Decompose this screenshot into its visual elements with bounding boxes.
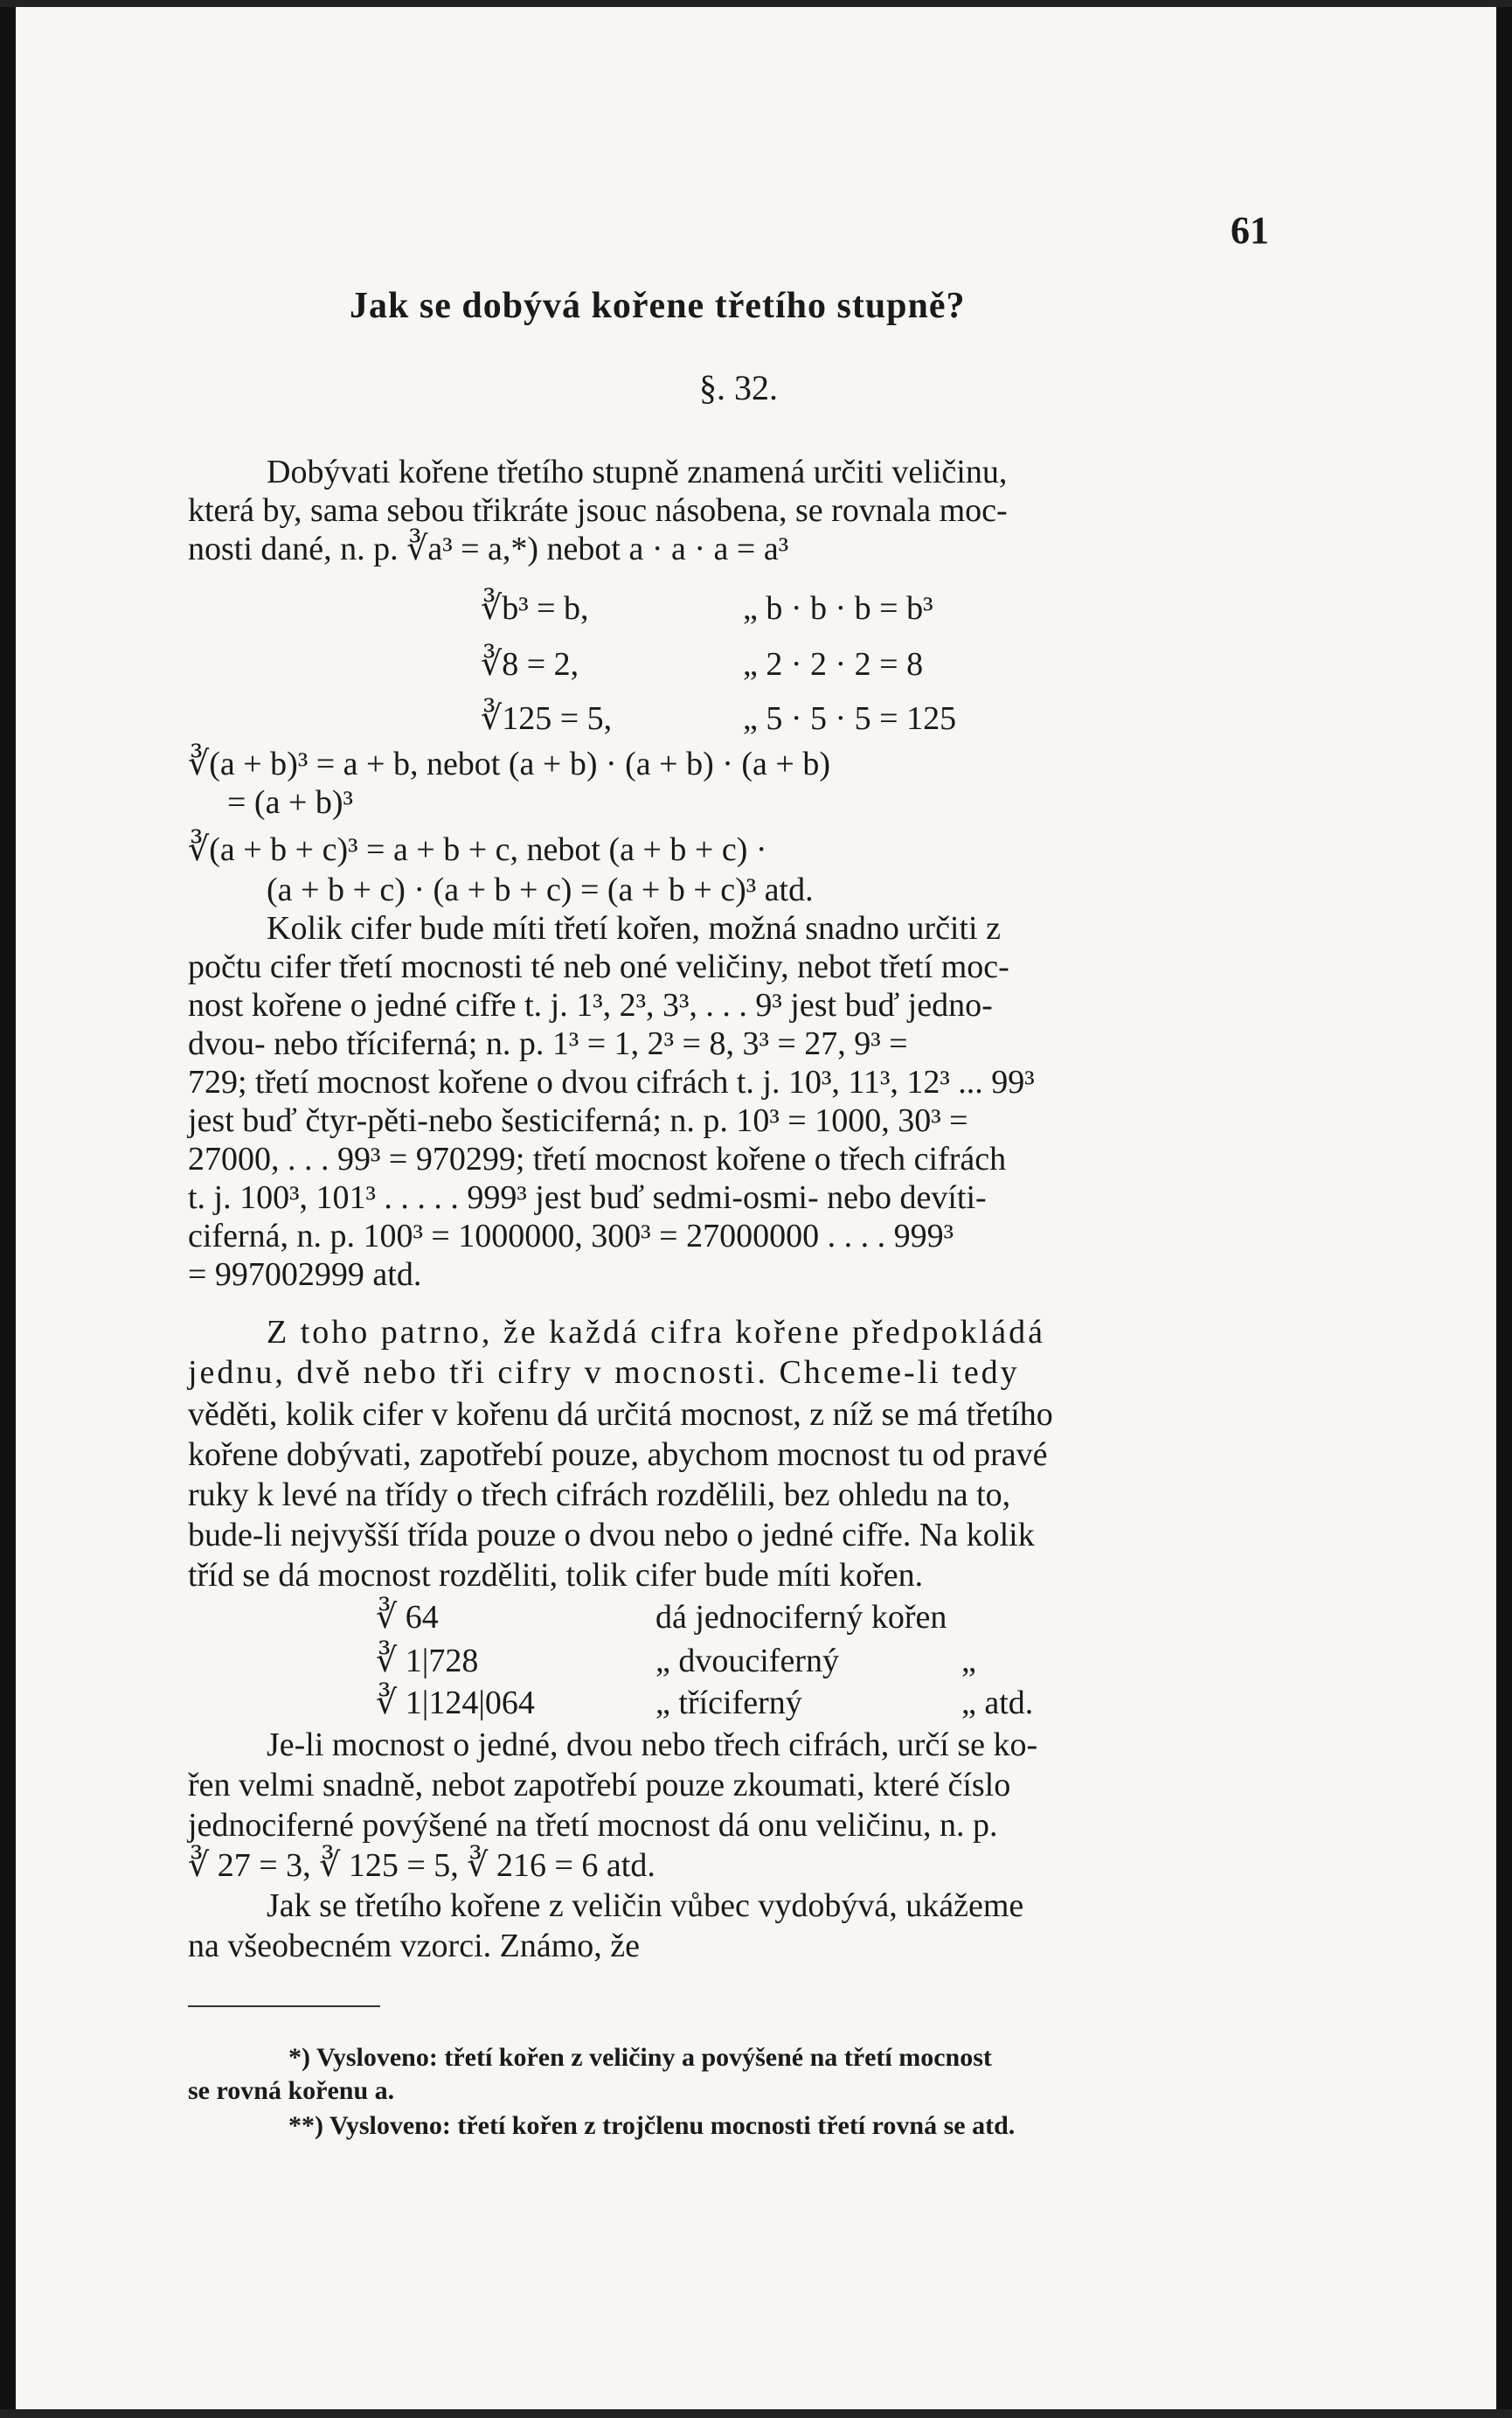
scan-border-right	[1496, 0, 1512, 2418]
formula: ∛125 = 5,	[481, 700, 613, 737]
formula: ∛b³ = b,	[481, 590, 589, 627]
text-line: 729; třetí mocnost kořene o dvou cifrách t. j. 10³, 11³, 12³ ... 99³	[188, 1064, 1035, 1101]
text-line: řen velmi snadně, nebot zapotřebí pouze zkoumati, které číslo	[188, 1767, 1011, 1803]
text-line: na všeobecném vzorci. Známo, že	[188, 1928, 640, 1964]
scan-border-left	[0, 0, 16, 2418]
formula: ∛(a + b + c)³ = a + b + c, nebot (a + b + c) ·	[188, 831, 767, 868]
text-line: Kolik cifer bude míti třetí kořen, možná snadno určiti z	[267, 910, 1001, 947]
scan-border-top	[0, 0, 1512, 7]
formula: = (a + b)³	[227, 784, 353, 821]
text-line: Dobývati kořene třetího stupně znamená určiti veličinu,	[267, 454, 1008, 490]
table-root: ∛ 64	[376, 1599, 439, 1636]
text-line: nosti dané, n. p. ∛a³ = a,*) nebot a · a · a = a³	[188, 531, 789, 567]
text-line: jednu, dvě nebo tři cifry v mocnosti. Chceme-li tedy	[188, 1354, 1020, 1391]
text-line: dvou- nebo tříciferná; n. p. 1³ = 1, 2³ = 8, 3³ = 27, 9³ =	[188, 1025, 908, 1062]
text-line: jest buď čtyr-pěti-nebo šesticiferná; n. p. 10³ = 1000, 30³ =	[188, 1102, 968, 1139]
text-line: Jak se třetího kořene z veličin vůbec vydobývá, ukážeme	[267, 1887, 1024, 1924]
table-desc: „ tříciferný	[655, 1685, 802, 1721]
table-desc: dá jednociferný kořen	[655, 1599, 947, 1636]
text-line: která by, sama sebou třikráte jsouc násobena, se rovnala moc-	[188, 492, 1008, 529]
text-line: ciferná, n. p. 100³ = 1000000, 300³ = 27000000 . . . . 999³	[188, 1218, 954, 1254]
formula: „ 5 · 5 · 5 = 125	[743, 700, 957, 737]
text-line: věděti, kolik cifer v kořenu dá určitá mocnost, z níž se má třetího	[188, 1396, 1053, 1433]
formula: ∛8 = 2,	[481, 646, 579, 683]
text-line: 27000, . . . 99³ = 970299; třetí mocnost kořene o třech cifrách	[188, 1141, 1007, 1178]
text-line: Je-li mocnost o jedné, dvou nebo třech cifrách, určí se ko-	[267, 1727, 1038, 1763]
page-heading: Jak se dobývá kořene třetího stupně?	[350, 286, 966, 326]
table-tail: „ atd.	[961, 1685, 1034, 1721]
table-root: ∛ 1|124|064	[376, 1685, 535, 1721]
table-desc: „ dvouciferný	[655, 1643, 839, 1679]
scan-border-bottom	[0, 2409, 1512, 2418]
footnote: **) Vysloveno: třetí kořen z trojčlenu mocnosti třetí rovná se atd.	[288, 2111, 1016, 2140]
formula: „ b · b · b = b³	[743, 590, 933, 627]
text-line: jednociferné povýšené na třetí mocnost dá onu veličinu, n. p.	[188, 1807, 998, 1844]
text-line: = 997002999 atd.	[188, 1256, 422, 1293]
text-line: tříd se dá mocnost rozděliti, tolik cifer bude míti kořen.	[188, 1557, 924, 1594]
formula: „ 2 · 2 · 2 = 8	[743, 646, 924, 683]
text-line: počtu cifer třetí mocnosti té neb oné veličiny, nebot třetí moc-	[188, 948, 1009, 985]
table-tail: „	[961, 1643, 976, 1679]
text-line: ruky k levé na třídy o třech cifrách rozdělili, bez ohledu na to,	[188, 1477, 1011, 1513]
text-line: t. j. 100³, 101³ . . . . . 999³ jest buď sedmi-osmi- nebo devíti-	[188, 1179, 987, 1216]
footnote: se rovná kořenu a.	[188, 2076, 395, 2105]
footnote: *) Vysloveno: třetí kořen z veličiny a povýšené na třetí mocnost	[288, 2043, 992, 2072]
section-number: §. 32.	[699, 368, 778, 407]
text-line: Z toho patrno, že každá cifra kořene předpokládá	[267, 1314, 1045, 1351]
text-line: nost kořene o jedné cifře t. j. 1³, 2³, 3³, . . . 9³ jest buď jedno-	[188, 987, 993, 1024]
formula: (a + b + c) · (a + b + c) = (a + b + c)³ atd.	[267, 872, 814, 908]
text-line: kořene dobývati, zapotřebí pouze, abychom mocnost tu od pravé	[188, 1436, 1048, 1473]
footnote-rule	[188, 2005, 380, 2007]
text-line: bude-li nejvyšší třída pouze o dvou nebo o jedné cifře. Na kolik	[188, 1517, 1035, 1553]
formula: ∛(a + b)³ = a + b, nebot (a + b) · (a + b) · (a + b)	[188, 746, 830, 782]
text-line: ∛ 27 = 3, ∛ 125 = 5, ∛ 216 = 6 atd.	[188, 1847, 655, 1884]
page-number: 61	[1231, 209, 1269, 252]
table-root: ∛ 1|728	[376, 1643, 479, 1679]
